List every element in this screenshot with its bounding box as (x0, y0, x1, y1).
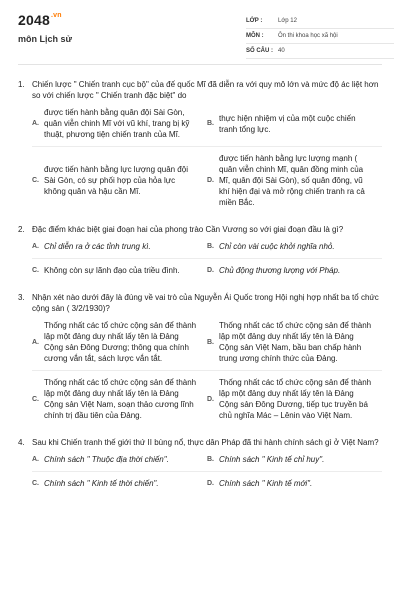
meta-row-class (246, 14, 394, 29)
option-letter: A. (32, 456, 39, 463)
question-4 (18, 437, 382, 489)
option-letter: D. (207, 480, 214, 487)
meta-value: Lớp 12 (278, 18, 297, 24)
exam-meta (246, 14, 394, 59)
question-text: Sau khi Chiến tranh thế giới thứ II bùng nổ, thực dân Pháp đã thi hành chính sách gì ở Việt Nam? (32, 438, 379, 447)
option-text: được tiến hành bằng lực lượng mạnh ( quân viễn chinh Mĩ, quân đồng minh của Mĩ, quân đội Sài Gòn), số quân đông, vũ khí hiện đại và mở rộng chiến tranh ra cả miền Bắc. (219, 154, 365, 207)
logo-sub: .vn (50, 12, 62, 19)
meta-row-count (246, 44, 394, 59)
option-text: Thống nhất các tổ chức cộng sản để thành lập một đảng duy nhất lấy tên là Đảng Cộng sản Việt Nam, soạn thảo cương lĩnh chính trị đầu tiên của Đảng. (44, 378, 197, 420)
option-d[interactable] (207, 153, 382, 208)
question-1 (18, 79, 382, 208)
meta-row-subject (246, 29, 394, 44)
option-text: Chỉ còn vài cuộc khởi nghĩa nhỏ. (219, 242, 335, 251)
question-number: 3. (18, 293, 25, 302)
option-text: Chỉ diễn ra ở các tỉnh trung kì. (44, 242, 151, 251)
option-text: thực hiện nhiệm vị của một cuộc chiến tranh tổng lực. (219, 113, 356, 134)
option-letter: C. (32, 177, 39, 184)
option-c[interactable] (32, 377, 207, 421)
meta-key: MÔN : (246, 33, 264, 39)
option-d[interactable] (207, 265, 382, 276)
logo-main: 2048 (18, 12, 50, 28)
option-text: Chủ động thương lượng với Pháp. (219, 266, 341, 275)
question-text: Chiến lược " Chiến tranh cục bộ" của đế quốc Mĩ đã diễn ra với quy mô lớn và mức độ ác liệt hơn so với chiến lược " Chiến tranh đặc biệt" do (32, 80, 379, 100)
option-letter: B. (207, 338, 214, 346)
question-3 (18, 292, 382, 421)
question-number: 1. (18, 80, 25, 89)
option-b[interactable] (207, 241, 382, 252)
option-c[interactable] (32, 478, 207, 489)
meta-value: Ôn thi khoa học xã hội (278, 33, 338, 39)
answer-options (32, 241, 382, 276)
answer-options (32, 320, 382, 421)
option-b[interactable] (207, 320, 382, 364)
answer-options (32, 107, 382, 208)
option-letter: D. (207, 177, 214, 184)
option-a[interactable] (32, 454, 207, 465)
option-letter: D. (207, 395, 214, 403)
option-letter: B. (207, 456, 214, 463)
option-letter: A. (32, 338, 39, 346)
question-text: Nhận xét nào dưới đây là đúng về vai trò của Nguyễn Ái Quốc trong Hội nghị hợp nhất ba tổ chức cộng sản ( 3/2/1930)? (32, 293, 379, 313)
site-logo[interactable] (18, 12, 62, 28)
question-number: 2. (18, 225, 25, 234)
option-b[interactable] (207, 454, 382, 465)
option-letter: A. (32, 243, 39, 250)
option-text: Không còn sự lãnh đạo của triều đình. (44, 266, 180, 275)
meta-value: 40 (278, 48, 285, 54)
option-b[interactable] (207, 107, 382, 140)
option-text: Chính sách " Kinh tế chỉ huy". (219, 455, 325, 464)
meta-key: LỚP : (246, 18, 263, 24)
option-text: Chính sách " Kinh tế thời chiến". (44, 479, 159, 488)
option-letter: B. (207, 120, 214, 127)
option-letter: C. (32, 395, 39, 403)
option-text: được tiến hành bằng quân đội Sài Gòn, quân viễn chinh Mĩ với vũ khí, trang bị kỹ thuật, phương tiện chiến tranh của Mĩ. (44, 108, 190, 139)
question-number: 4. (18, 438, 25, 447)
option-c[interactable] (32, 265, 207, 276)
answer-options (32, 454, 382, 489)
question-text: Đặc điểm khác biệt giai đoạn hai của phong trào Cần Vương so với giai đoạn đầu là gì? (32, 225, 344, 234)
option-text: Thống nhất các tổ chức cộng sản để thành lập một đảng duy nhất lấy tên là Đảng Cộng sản Đông Dương, tiếp tục truyền bá chủ nghĩa Mác – Lênin vào Việt Nam. (219, 378, 372, 420)
option-text: Chính sách " Kinh tế mới". (219, 479, 313, 488)
option-letter: C. (32, 267, 39, 274)
option-letter: B. (207, 243, 214, 250)
option-c[interactable] (32, 153, 207, 208)
option-d[interactable] (207, 377, 382, 421)
subject-title: môn Lịch sử (18, 34, 73, 44)
option-letter: A. (32, 120, 39, 127)
option-a[interactable] (32, 320, 207, 364)
option-letter: C. (32, 480, 39, 487)
meta-key: SỐ CÂU : (246, 48, 273, 54)
option-text: Thống nhất các tổ chức cộng sản để thành lập một đảng duy nhất lấy tên là Đảng Cộng sản Đông Dương; thông qua chính cương vắn tắt, sách lược vắn tắt. (44, 321, 197, 363)
option-a[interactable] (32, 241, 207, 252)
option-letter: D. (207, 267, 214, 274)
option-text: Thống nhất các tổ chức cộng sản để thành lập một đảng duy nhất lấy tên là Đảng Cộng sản Việt Nam, bầu ban chấp hành trung ương chính thức của Đảng. (219, 321, 372, 363)
option-a[interactable] (32, 107, 207, 140)
option-text: Chính sách " Thuộc địa thời chiến". (44, 455, 169, 464)
question-2 (18, 224, 382, 276)
exam-header (18, 0, 382, 65)
option-text: được tiến hành bằng lực lượng quân đội Sài Gòn, có sự phối hợp của hỏa lực không quân và hậu cần Mĩ. (44, 165, 188, 196)
option-d[interactable] (207, 478, 382, 489)
